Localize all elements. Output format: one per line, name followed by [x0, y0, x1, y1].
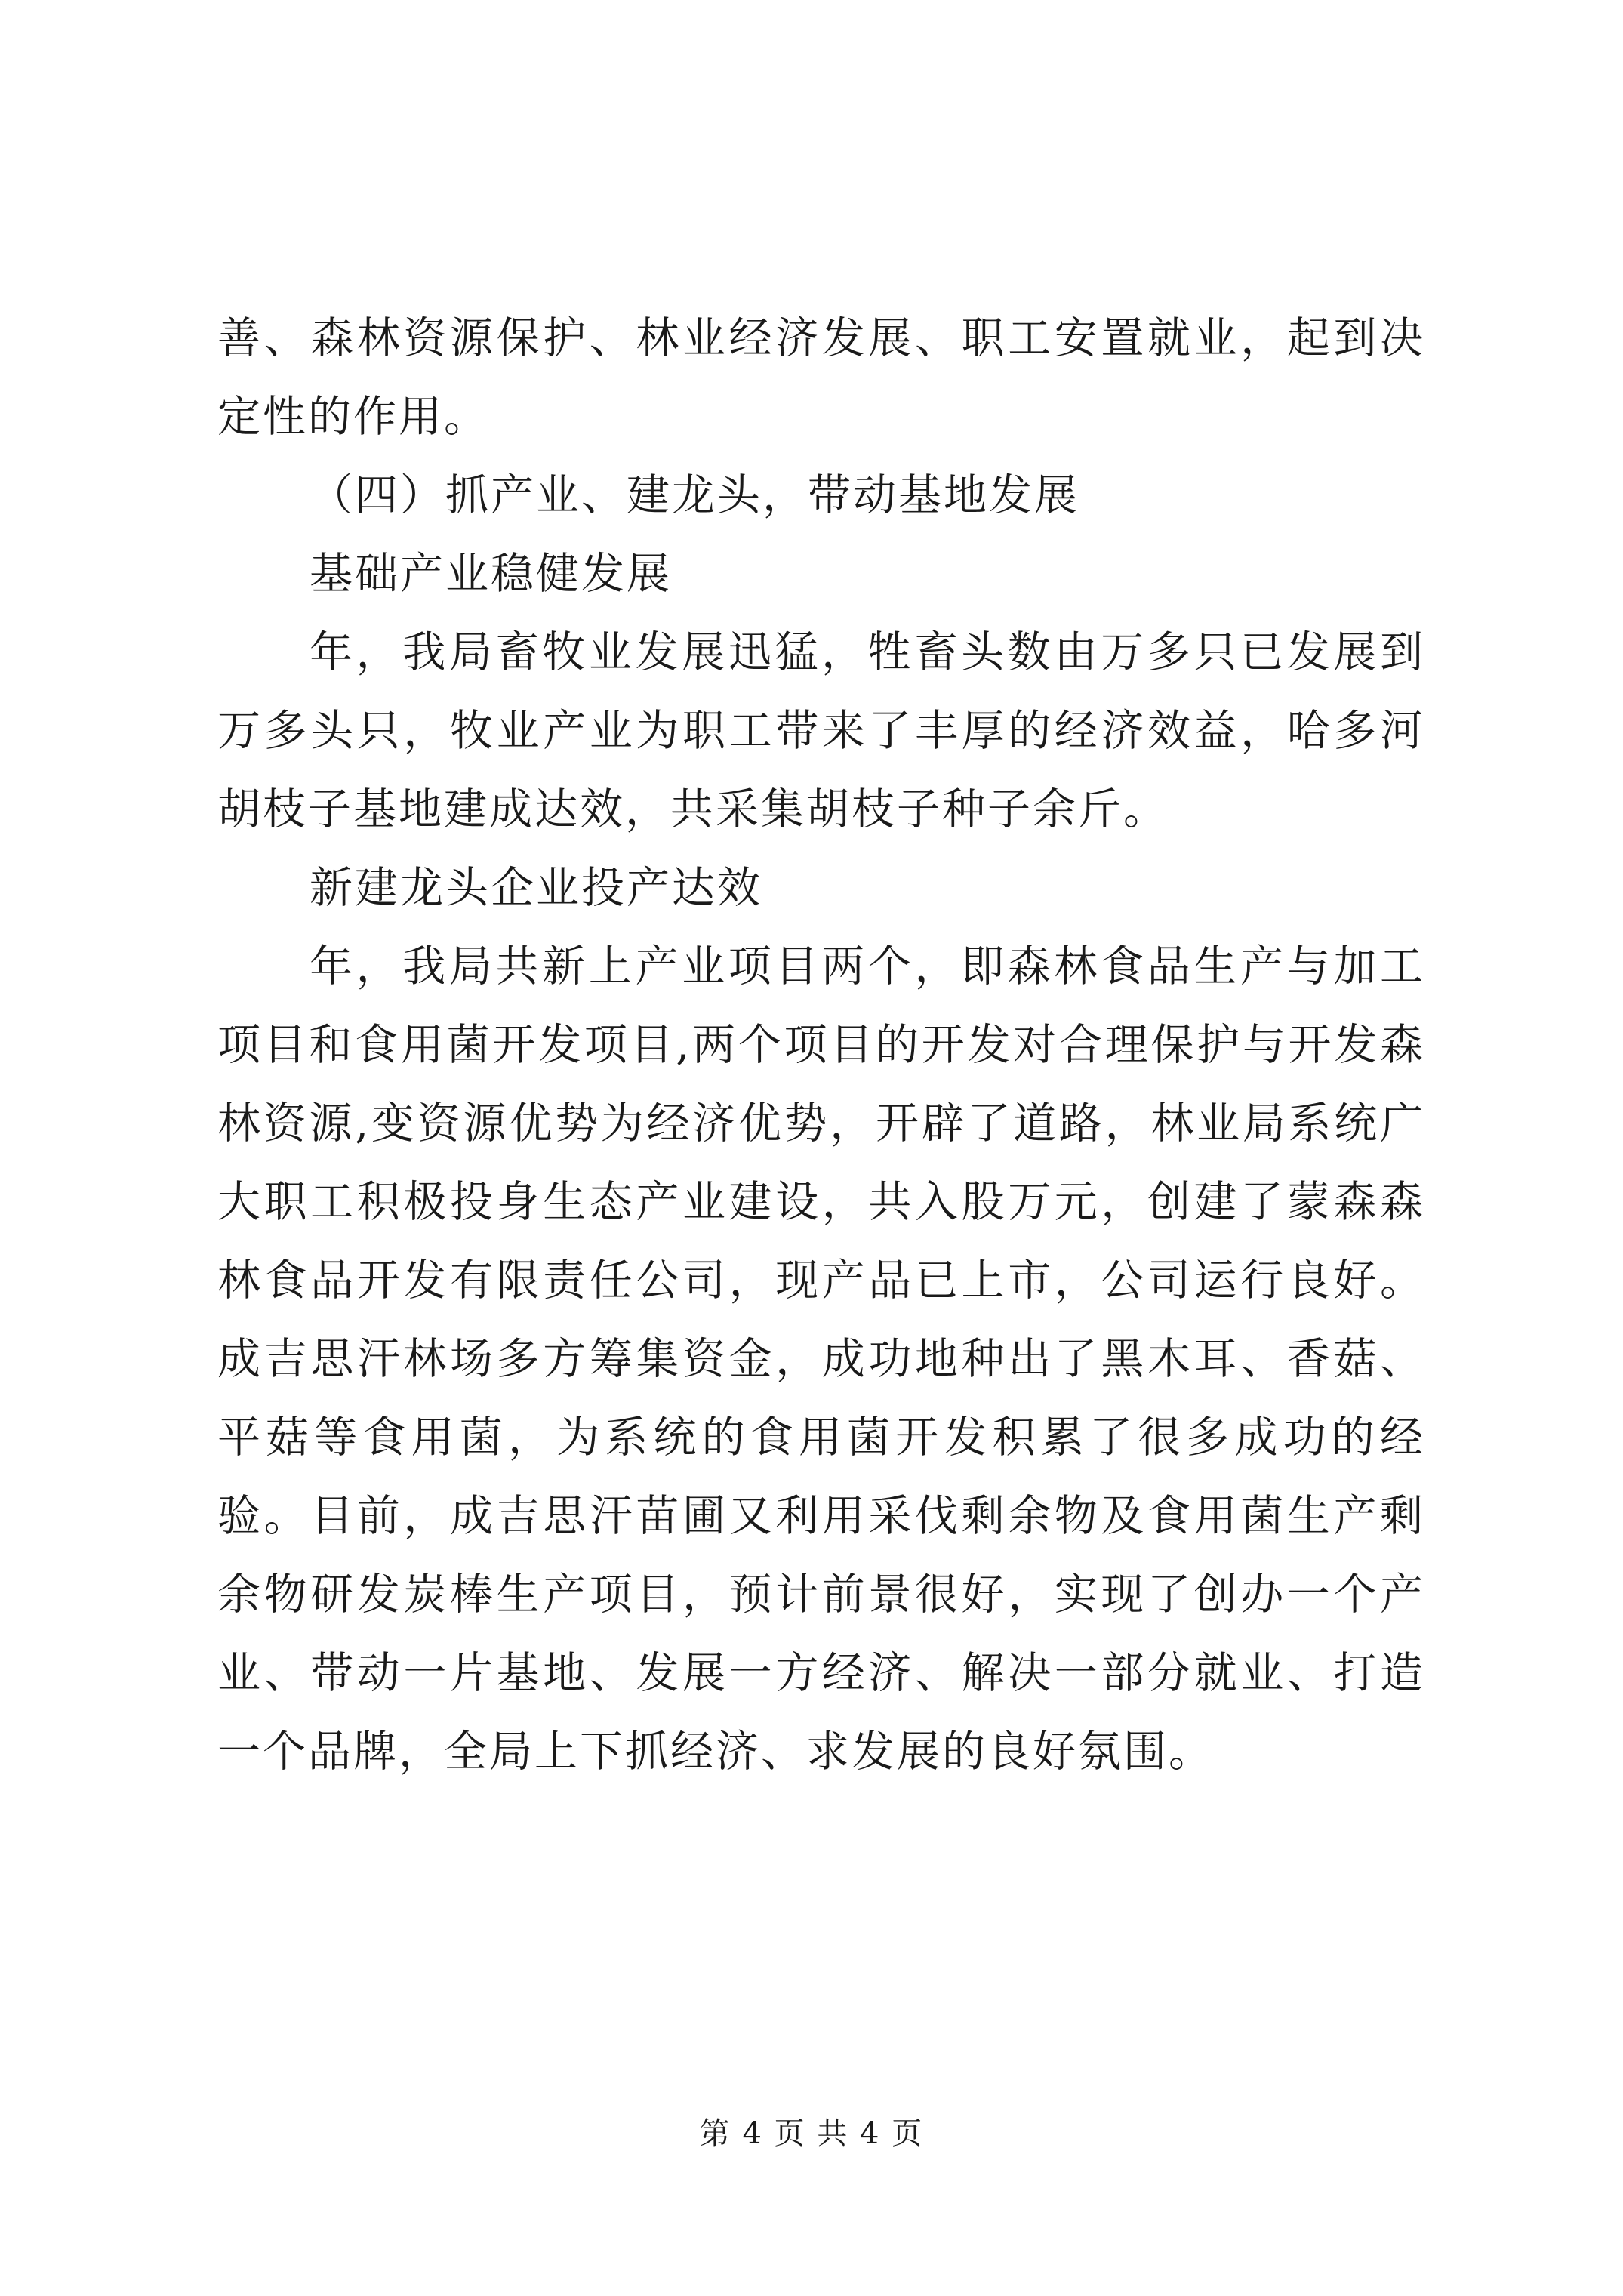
- subheading-basic-industry: 基础产业稳健发展: [310, 549, 672, 599]
- paragraph-continuation: 善、森林资源保护、林业经济发展、职工安置就业，起到决定性的作用。: [217, 313, 1425, 442]
- page-footer: 第 4 页 共 4 页: [699, 2116, 924, 2151]
- section-heading: （四）抓产业、建龙头，带动基地发展: [310, 470, 1079, 520]
- document-body: [217, 299, 1425, 1791]
- subheading-leading-enterprise: 新建龙头企业投产达效: [310, 863, 762, 913]
- paragraph-enterprise-projects: 年，我局共新上产业项目两个，即森林食品生产与加工项目和食用菌开发项目,两个项目的开发对合理保护与开发森林资源,变资源优势为经济优势，开辟了道路，林业局系统广大职工积极投身生态产业建设，共入股万元，创建了蒙森森林食品开发有限责任公司，现产品已上市，公司运行良好。成吉思汗林场多方筹集资金，成功地种出了黑木耳、香菇、平菇等食用菌，为系统的食用菌开发积累了很多成功的经验。目前，成吉思汗苗圃又利用采伐剩余物及食用菌生产剩余物研发炭棒生产项目，预计前景很好，实现了创办一个产业、带动一片基地、发展一方经济、解决一部分就业、打造一个品牌，全局上下抓经济、求发展的良好氛围。: [217, 942, 1425, 1777]
- paragraph-livestock: 年，我局畜牧业发展迅猛，牲畜头数由万多只已发展到万多头只，牧业产业为职工带来了丰厚的经济效益，哈多河胡枝子基地建成达效，共采集胡枝子种子余斤。: [217, 627, 1425, 834]
